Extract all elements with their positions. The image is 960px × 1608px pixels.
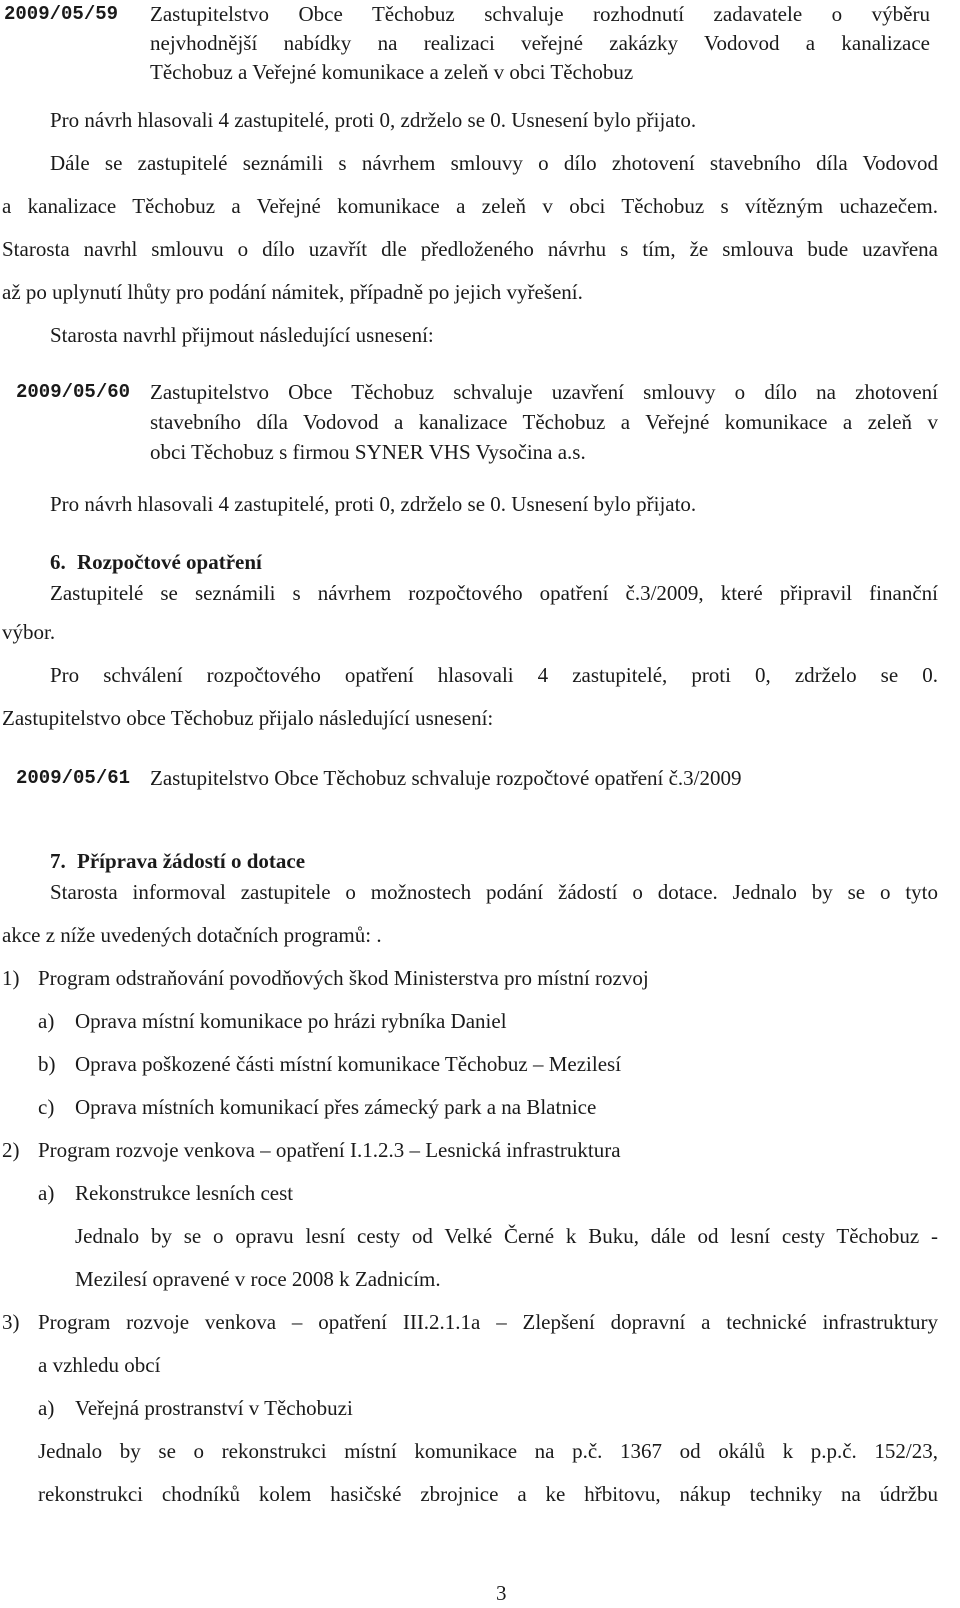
list-marker: 2) (2, 1138, 20, 1162)
resolution-text: Zastupitelstvo Obce Těchobuz schvaluje uzavření smlouvy o dílo na zhotovení (150, 380, 938, 404)
page-number: 3 (496, 1581, 507, 1605)
paragraph-line: výbor. (2, 620, 56, 644)
paragraph-line: Jednalo by se o rekonstrukci místní komunikace na p.č. 1367 od okálů k p.p.č. 152/23, (38, 1439, 938, 1463)
resolution-text: obci Těchobuz s firmou SYNER VHS Vysočina a.s. (150, 440, 586, 464)
list-item: Rekonstrukce lesních cest (75, 1181, 294, 1205)
vote-result: Pro návrh hlasovali 4 zastupitelé, proti 0, zdrželo se 0. Usnesení bylo přijato. (50, 492, 697, 516)
list-marker: b) (38, 1052, 56, 1076)
resolution-number: 2009/05/59 (4, 3, 119, 25)
paragraph-line: až po uplynutí lhůty pro podání námitek, případně po jejich vyřešení. (2, 280, 583, 304)
paragraph-line: Starosta navrhl smlouvu o dílo uzavřít dle předloženého návrhu s tím, že smlouva bude uzavřena (2, 237, 938, 261)
paragraph-line: Dále se zastupitelé seznámili s návrhem smlouvy o dílo zhotovení stavebního díla Vodovod (50, 151, 938, 175)
program-title: Program rozvoje venkova – opatření III.2.1.1a – Zlepšení dopravní a technické infrastruktury (38, 1310, 938, 1334)
list-marker: 1) (2, 966, 20, 990)
list-marker: a) (38, 1181, 55, 1205)
resolution-text: Zastupitelstvo Obce Těchobuz schvaluje rozhodnutí zadavatele o výběru (150, 2, 930, 26)
resolution-text: Zastupitelstvo Obce Těchobuz schvaluje rozpočtové opatření č.3/2009 (150, 766, 742, 790)
list-marker: 3) (2, 1310, 20, 1334)
program-title: Program odstraňování povodňových škod Ministerstva pro místní rozvoj (38, 966, 649, 990)
vote-result: Pro návrh hlasovali 4 zastupitelé, proti 0, zdrželo se 0. Usnesení bylo přijato. (50, 108, 697, 132)
resolution-text: nejvhodnější nabídky na realizaci veřejné zakázky Vodovod a kanalizace (150, 31, 930, 55)
resolution-text: Těchobuz a Veřejné komunikace a zeleň v obci Těchobuz (150, 60, 634, 84)
resolution-text: stavebního díla Vodovod a kanalizace Těchobuz a Veřejné komunikace a zeleň v (150, 410, 938, 434)
proposal-line: Starosta navrhl přijmout následující usnesení: (50, 323, 434, 347)
program-title: Program rozvoje venkova – opatření I.1.2.3 – Lesnická infrastruktura (38, 1138, 621, 1162)
section-number: 6. (50, 550, 66, 574)
paragraph-line: rekonstrukci chodníků kolem hasičské zbrojnice a ke hřbitovu, nákup techniky na údržbu (38, 1482, 938, 1506)
list-item: Oprava místní komunikace po hrázi rybníka Daniel (75, 1009, 507, 1033)
section-title: Rozpočtové opatření (77, 550, 262, 574)
resolution-number: 2009/05/60 (16, 381, 131, 403)
section-title: Příprava žádostí o dotace (77, 849, 306, 873)
list-item: Oprava místních komunikací přes zámecký park a na Blatnice (75, 1095, 597, 1119)
section-number: 7. (50, 849, 66, 873)
paragraph-line: Starosta informoval zastupitele o možnostech podání žádostí o dotace. Jednalo by se o tyto (50, 880, 938, 904)
list-marker: a) (38, 1396, 55, 1420)
list-item: Veřejná prostranství v Těchobuzi (75, 1396, 353, 1420)
paragraph-line: Pro schválení rozpočtového opatření hlasovali 4 zastupitelé, proti 0, zdrželo se 0. (50, 663, 938, 687)
resolution-number: 2009/05/61 (16, 767, 131, 789)
list-marker: c) (38, 1095, 55, 1119)
paragraph-line: akce z níže uvedených dotačních programů: . (2, 923, 382, 947)
paragraph-line: Zastupitelstvo obce Těchobuz přijalo následující usnesení: (2, 706, 494, 730)
list-item: Oprava poškozené části místní komunikace Těchobuz – Mezilesí (75, 1052, 622, 1076)
list-marker: a) (38, 1009, 55, 1033)
paragraph-line: Jednalo by se o opravu lesní cesty od Velké Černé k Buku, dále od lesní cesty Těchobuz - (75, 1224, 938, 1248)
paragraph-line: Zastupitelé se seznámili s návrhem rozpočtového opatření č.3/2009, které připravil finanční (50, 581, 938, 605)
paragraph-line: Mezilesí opravené v roce 2008 k Zadnicím. (75, 1267, 441, 1291)
paragraph-line: a kanalizace Těchobuz a Veřejné komunikace a zeleň v obci Těchobuz s vítězným uchazečem. (2, 194, 938, 218)
program-title: a vzhledu obcí (38, 1353, 161, 1377)
